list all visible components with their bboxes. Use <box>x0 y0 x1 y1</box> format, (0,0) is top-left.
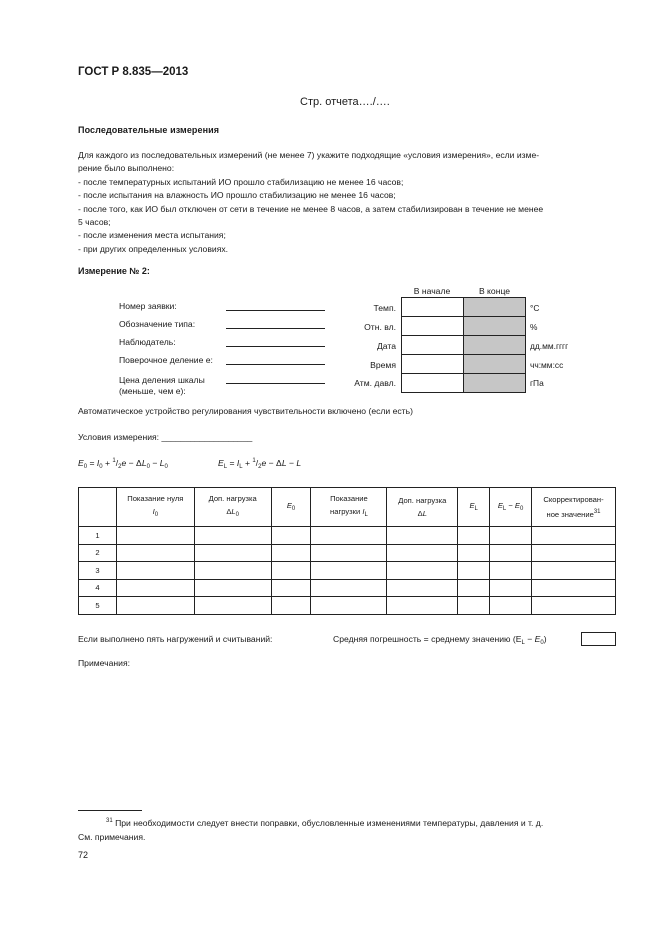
env-unit-time: чч:мм:сс <box>530 360 564 370</box>
formula-e0: $E_0 = I_0 + ^1/_2e - \Delta L_0 - L_0$ <box>78 458 168 470</box>
col-header-el-minus-e0: $E_L - E_0$ <box>490 488 532 527</box>
row-number: 1 <box>79 527 117 545</box>
intro-line: - после температурных испытаний ИО прошло стабилизацию не менее 16 часов; <box>78 176 404 187</box>
env-label-humidity: Отн. вл. <box>364 322 396 332</box>
table-cell[interactable] <box>490 597 532 615</box>
table-cell[interactable] <box>116 597 194 615</box>
env-label-date: Дата <box>376 341 396 351</box>
temperature-end-field[interactable] <box>463 297 526 317</box>
table-cell[interactable] <box>116 579 194 597</box>
table-cell[interactable] <box>387 562 458 580</box>
table-row <box>79 597 616 615</box>
table-cell[interactable] <box>532 597 616 615</box>
table-cell[interactable] <box>490 579 532 597</box>
table-cell[interactable] <box>311 597 387 615</box>
intro-line: - после изменения места испытания; <box>78 230 226 241</box>
table-cell[interactable] <box>116 544 194 562</box>
table-cell[interactable] <box>490 544 532 562</box>
pressure-start-field[interactable] <box>401 373 464 393</box>
footnote-line1: $^{31}$ При необходимости следует внести поправки, обусловленные изменениями температуры, давления и т. д. <box>106 818 544 828</box>
table-header-row <box>79 488 616 527</box>
env-unit-pressure: гПа <box>530 378 544 388</box>
footnote-line2: См. примечания. <box>78 831 146 842</box>
table-cell[interactable] <box>271 527 311 545</box>
pressure-end-field[interactable] <box>463 373 526 393</box>
humidity-end-field[interactable] <box>463 316 526 336</box>
page-number: 72 <box>78 850 89 860</box>
env-col-start: В начале <box>413 286 451 296</box>
notes-label: Примечания: <box>78 658 131 668</box>
table-cell[interactable] <box>194 597 271 615</box>
mean-error-field[interactable] <box>581 632 616 646</box>
table-cell[interactable] <box>532 527 616 545</box>
table-cell[interactable] <box>194 544 271 562</box>
col-header-el: $E_L$ <box>458 488 490 527</box>
table-cell[interactable] <box>458 597 490 615</box>
section-title: Последовательные измерения <box>78 125 220 135</box>
intro-line: 5 часов; <box>78 217 111 228</box>
field-label-scale-interval-line2: (меньше, чем e): <box>119 386 186 396</box>
table-row <box>79 544 616 562</box>
table-cell[interactable] <box>490 527 532 545</box>
env-unit-date: дд.мм.гггг <box>530 341 569 351</box>
intro-line: Для каждого из последовательных измерений (не менее 7) укажите подходящие «условия измерения», если изме- <box>78 150 540 160</box>
table-cell[interactable] <box>532 544 616 562</box>
table-cell[interactable] <box>387 579 458 597</box>
humidity-start-field[interactable] <box>401 316 464 336</box>
env-label-pressure: Атм. давл. <box>354 378 396 388</box>
col-header-e0: $E_0$ <box>271 488 311 527</box>
table-row <box>79 579 616 597</box>
intro-line: рение было выполнено: <box>78 163 175 174</box>
col-header-add-load-2: Доп. нагрузка ΔL <box>387 488 458 527</box>
col-header-add-load: Доп. нагрузка $\Delta L_0$ <box>194 488 271 527</box>
table-cell[interactable] <box>311 579 387 597</box>
table-cell[interactable] <box>458 527 490 545</box>
env-label-temperature: Темп. <box>373 303 396 313</box>
table-cell[interactable] <box>387 527 458 545</box>
field-label-scale-interval-line1: Цена деления шкалы <box>119 375 205 385</box>
env-unit-humidity: % <box>530 322 538 332</box>
temperature-start-field[interactable] <box>401 297 464 317</box>
table-cell[interactable] <box>532 562 616 580</box>
date-start-field[interactable] <box>401 335 464 355</box>
table-cell[interactable] <box>490 562 532 580</box>
footnote <box>78 815 618 844</box>
table-cell[interactable] <box>116 527 194 545</box>
env-label-time: Время <box>370 360 396 370</box>
col-header-zero-reading: Показание нуля $I_0$ <box>116 488 194 527</box>
mean-error-label: Средняя погрешность = среднему значению $(E_L - E_0)$ <box>333 634 547 646</box>
intro-line: - после того, как ИО был отключен от сети в течение не менее 8 часов, а затем стабилизирован в течение не менее <box>78 203 544 214</box>
table-cell[interactable] <box>194 562 271 580</box>
auto-device-note: Автоматическое устройство регулирования чувствительности включено (если есть) <box>78 406 413 416</box>
table-cell[interactable] <box>387 544 458 562</box>
conditions-line: Условия измерения: ___________________ <box>78 432 253 442</box>
table-row <box>79 527 616 545</box>
table-cell[interactable] <box>271 597 311 615</box>
date-end-field[interactable] <box>463 335 526 355</box>
table-cell[interactable] <box>458 579 490 597</box>
field-label-scale-interval <box>119 375 205 397</box>
field-label-verification-interval: Поверочное деление e: <box>119 355 213 365</box>
field-label-type-designation: Обозначение типа: <box>119 319 196 329</box>
field-label-request-number: Номер заявки: <box>119 301 177 311</box>
table-cell[interactable] <box>116 562 194 580</box>
row-number: 4 <box>79 579 117 597</box>
footnote-divider <box>78 810 142 811</box>
table-cell[interactable] <box>458 544 490 562</box>
col-header-corrected: Скорректирован- ное значение$^{31}$ <box>532 488 616 527</box>
row-number: 3 <box>79 562 117 580</box>
intro-text <box>78 149 618 256</box>
table-cell[interactable] <box>271 544 311 562</box>
intro-line: - после испытания на влажность ИО прошло стабилизацию не менее 16 часов; <box>78 190 396 201</box>
table-cell[interactable] <box>194 527 271 545</box>
table-cell[interactable] <box>271 562 311 580</box>
env-col-end: В конце <box>478 286 511 296</box>
table-cell[interactable] <box>311 527 387 545</box>
row-number: 2 <box>79 544 117 562</box>
row-number: 5 <box>79 597 117 615</box>
document-header: ГОСТ Р 8.835—2013 <box>78 66 189 78</box>
table-cell[interactable] <box>387 597 458 615</box>
table-cell[interactable] <box>311 562 387 580</box>
field-label-observer: Наблюдатель: <box>119 337 176 347</box>
report-page-reference: Стр. отчета…./…. <box>300 96 390 108</box>
formula-el: $E_L = I_L + ^1/_2e - \Delta L - L$ <box>218 458 302 470</box>
env-unit-temperature: °C <box>530 303 540 313</box>
table-row <box>79 562 616 580</box>
table-cell[interactable] <box>194 579 271 597</box>
intro-line: - при других определенных условиях. <box>78 243 229 254</box>
time-start-field[interactable] <box>401 354 464 374</box>
measurement-title: Измерение № 2: <box>78 266 150 276</box>
table-cell[interactable] <box>271 579 311 597</box>
table-cell[interactable] <box>458 562 490 580</box>
table-cell[interactable] <box>311 544 387 562</box>
col-header-load-reading: Показание нагрузки $I_L$ <box>311 488 387 527</box>
col-header-index <box>79 488 117 527</box>
five-loadings-note: Если выполнено пять нагружений и считываний: <box>78 634 273 644</box>
time-end-field[interactable] <box>463 354 526 374</box>
results-table <box>78 487 616 615</box>
table-cell[interactable] <box>532 579 616 597</box>
